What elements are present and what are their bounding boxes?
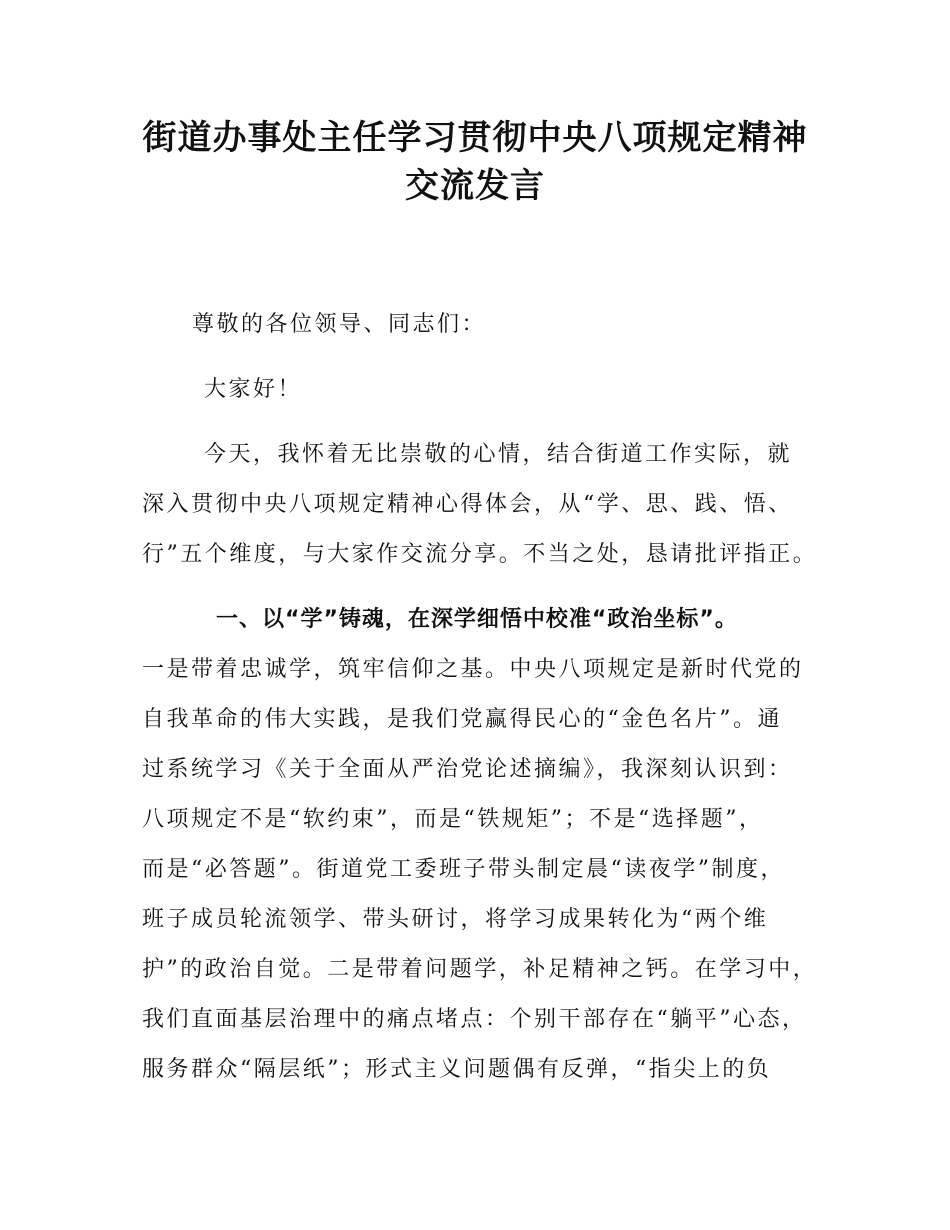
document-title-line-2: 交流发言 [405, 166, 545, 206]
section-heading: 一、以“学”铸魂，在深学细悟中校准“政治坐标”。 [216, 607, 738, 632]
body-line: 过系统学习《关于全面从严治党论述摘编》，我深刻认识到： [142, 757, 793, 782]
document-title-line-1: 街道办事处主任学习贯彻中央八项规定精神 [142, 118, 808, 158]
body-line: 护”的政治自觉。二是带着问题学，补足精神之钙。在学习中， [142, 957, 818, 982]
body-line: 八项规定不是“软约束”，而是“铁规矩”；不是“选择题”， [142, 807, 764, 832]
intro-line: 今天，我怀着无比崇敬的心情，结合街道工作实际，就 [204, 442, 793, 467]
body-line: 班子成员轮流领学、带头研讨，将学习成果转化为“两个维 [142, 907, 769, 932]
intro-line: 行”五个维度，与大家作交流分享。不当之处，恳请批评指正。 [142, 542, 818, 567]
body-line: 服务群众“隔层纸”；形式主义问题偶有反弹，“指尖上的负 [142, 1057, 772, 1082]
salutation: 尊敬的各位领导、同志们： [192, 312, 487, 337]
body-line: 我们直面基层治理中的痛点堵点：个别干部存在“躺平”心态， [142, 1007, 807, 1032]
body-line: 自我革命的伟大实践，是我们党赢得民心的“金色名片”。通 [142, 707, 782, 732]
body-line: 而是“必答题”。街道党工委班子带头制定晨“读夜学”制度， [142, 857, 785, 882]
greeting: 大家好！ [204, 377, 303, 402]
body-line: 一是带着忠诚学，筑牢信仰之基。中央八项规定是新时代党的 [142, 657, 804, 682]
intro-line: 深入贯彻中央八项规定精神心得体会，从“学、思、践、悟、 [142, 492, 793, 517]
